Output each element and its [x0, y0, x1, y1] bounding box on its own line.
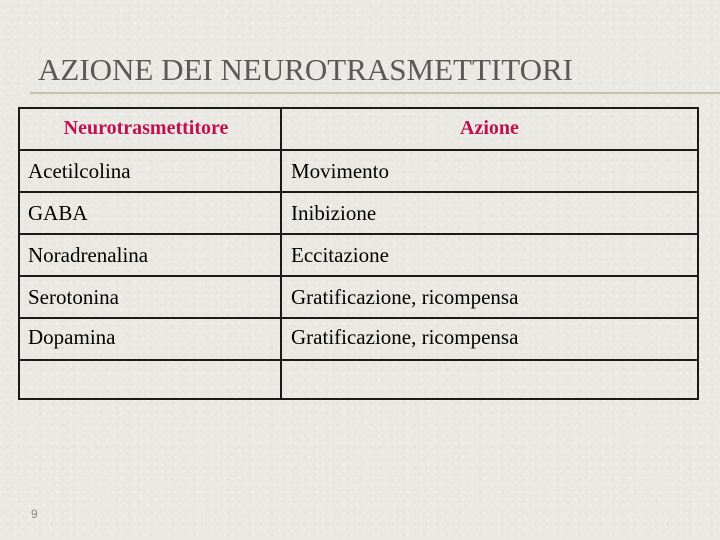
table-row — [20, 191, 697, 233]
table-row — [20, 317, 697, 359]
table-row — [20, 233, 697, 275]
header-action: Azione — [460, 117, 519, 139]
cell-neurotransmitter: Noradrenalina — [20, 235, 282, 275]
table-row — [20, 359, 697, 398]
cell-neurotransmitter: GABA — [20, 193, 282, 233]
neurotransmitter-table — [18, 107, 699, 400]
cell-action: Inibizione — [291, 200, 377, 225]
cell-neurotransmitter: Dopamina — [20, 319, 282, 359]
cell-action: Gratificazione, ricompensa — [291, 325, 519, 349]
cell-neurotransmitter: Serotonina — [20, 277, 282, 317]
cell-action: Eccitazione — [291, 242, 389, 267]
table-row — [20, 275, 697, 317]
title-divider — [30, 92, 720, 94]
cell-action: Movimento — [291, 158, 389, 183]
cell-neurotransmitter: Acetilcolina — [20, 151, 282, 191]
table-header-row — [20, 109, 697, 149]
cell-action: Gratificazione, ricompensa — [291, 284, 519, 309]
table-row — [20, 149, 697, 191]
slide-title: AZIONE DEI NEUROTRASMETTITORI — [38, 52, 573, 87]
header-neurotransmitter: Neurotrasmettitore — [12, 109, 282, 149]
cell-neurotransmitter — [20, 361, 282, 398]
cell-action — [282, 361, 697, 398]
page-number: 9 — [31, 507, 38, 521]
